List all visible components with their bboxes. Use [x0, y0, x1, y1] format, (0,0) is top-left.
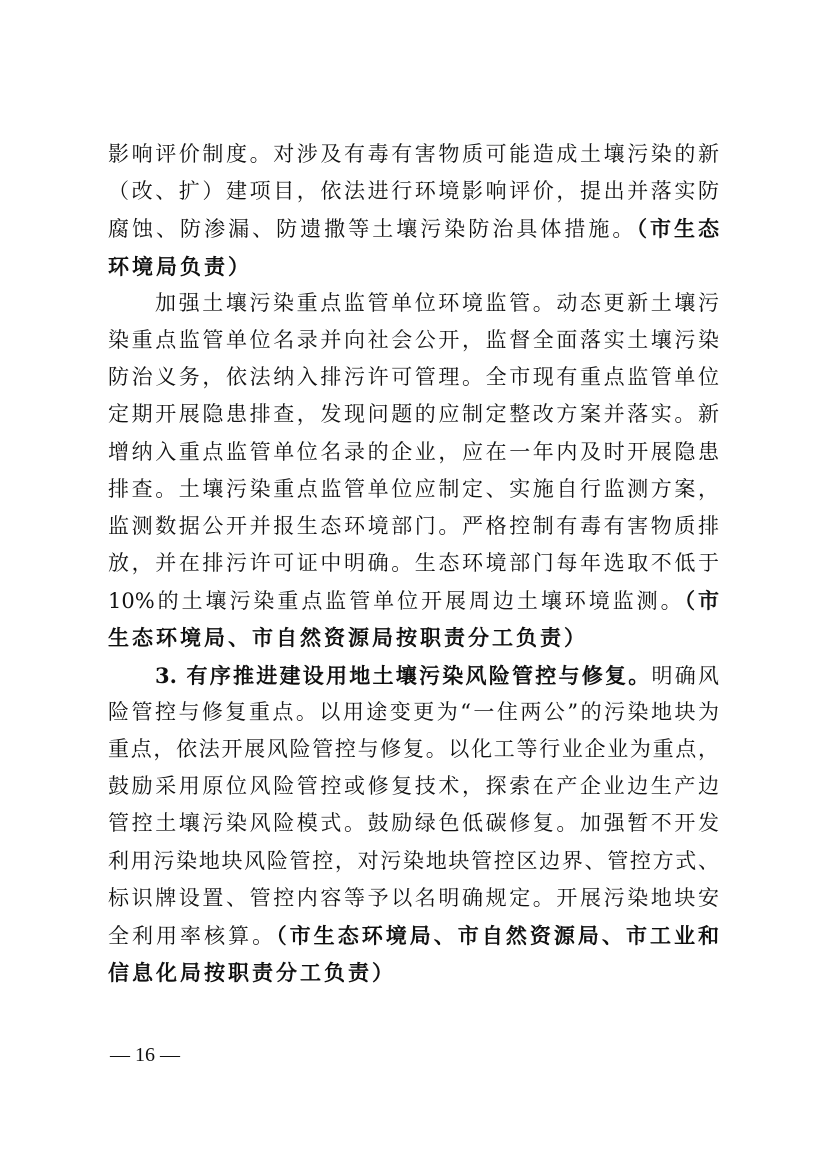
text-line	[108, 657, 719, 694]
text-line	[108, 694, 719, 731]
body-text: （改、扩）建项目，依法进行环境影响评价，提出并落实防	[108, 179, 719, 204]
page-number: — 16 —	[110, 1044, 180, 1066]
body-text: 鼓励采用原位风险管控或修复技术，探索在产企业边生产边	[108, 774, 719, 799]
bold-text: （市	[684, 588, 719, 614]
text-line	[108, 805, 719, 842]
bold-text: 3. 有序推进建设用地土壤污染风险管控与修复。	[155, 662, 652, 688]
body-text: 排查。土壤污染重点监管单位应制定、实施自行监测方案，	[108, 476, 719, 501]
body-text: 明确风	[651, 663, 720, 688]
body-text: 险管控与修复重点。以用途变更为“一住两公”的污染地块为	[108, 699, 719, 724]
text-line	[108, 285, 719, 322]
bold-text: 信息化局按职责分工负责）	[108, 960, 396, 986]
body-text: 10%的土壤污染重点监管单位开展周边土壤环境监测。	[108, 589, 685, 614]
text-line	[108, 396, 719, 433]
body-text: 利用污染地块风险管控，对污染地块管控区边界、管控方式、	[108, 848, 719, 873]
body-text: 防治义务，依法纳入排污许可管理。全市现有重点监管单位	[108, 365, 719, 390]
bold-text: 环境局负责）	[108, 253, 252, 279]
bold-text: （市生态环境局、市自然资源局、市工业和	[276, 922, 719, 948]
text-line	[108, 136, 719, 173]
text-line	[108, 359, 719, 396]
body-text: 全利用率核算。	[108, 923, 277, 948]
body-text: 影响评价制度。对涉及有毒有害物质可能造成土壤污染的新	[108, 142, 719, 166]
text-line	[108, 843, 719, 880]
text-line	[108, 917, 719, 954]
bold-text: （市生态	[636, 216, 720, 242]
text-line	[108, 954, 719, 991]
text-line	[108, 731, 719, 768]
text-line	[108, 322, 719, 359]
body-text: 增纳入重点监管单位名录的企业，应在一年内及时开展隐患	[108, 439, 719, 464]
text-line	[108, 173, 719, 210]
body-text: 腐蚀、防渗漏、防遗撒等土壤污染防治具体措施。	[108, 217, 637, 242]
bold-text: 生态环境局、市自然资源局按职责分工负责）	[108, 625, 588, 651]
text-line	[108, 248, 719, 285]
body-text: 染重点监管单位名录并向社会公开，监督全面落实土壤污染	[108, 327, 719, 352]
text-line	[108, 880, 719, 917]
text-line	[108, 768, 719, 805]
text-line	[108, 545, 719, 582]
body-text: 加强土壤污染重点监管单位环境监管。动态更新土壤污	[155, 290, 719, 315]
text-line	[108, 434, 719, 471]
text-line	[108, 619, 719, 656]
text-line	[108, 471, 719, 508]
body-text: 监测数据公开并报生态环境部门。严格控制有毒有害物质排	[108, 513, 719, 538]
body-text: 重点，依法开展风险管控与修复。以化工等行业企业为重点，	[108, 737, 719, 761]
body-text: 标识牌设置、管控内容等予以名明确规定。开展污染地块安	[108, 885, 719, 910]
body-text: 放，并在排污许可证中明确。生态环境部门每年选取不低于	[108, 551, 719, 576]
body-text: 定期开展隐患排查，发现问题的应制定整改方案并落实。新	[108, 402, 719, 427]
text-line	[108, 508, 719, 545]
text-line	[108, 210, 719, 247]
document-body	[108, 136, 719, 991]
text-line	[108, 582, 719, 619]
body-text: 管控土壤污染风险模式。鼓励绿色低碳修复。加强暂不开发	[108, 811, 719, 836]
